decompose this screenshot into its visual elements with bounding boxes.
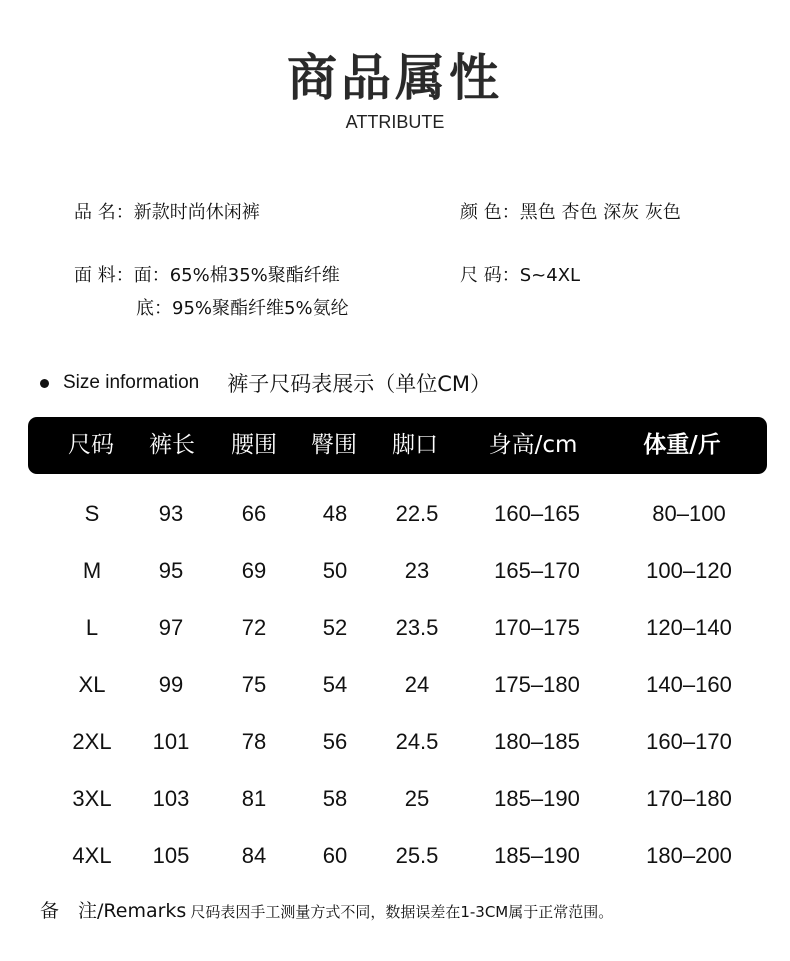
table-cell: 140–160 [646,672,732,697]
table-cell: M [82,558,102,583]
table-cell: 170–175 [494,615,580,640]
attr-fabric-value-2: 底：95%聚酯纤维5%氨纶 [136,298,349,319]
table-cell: XL [78,672,106,697]
table-cell: 54 [322,672,348,697]
table-cell: 2XL [72,729,112,754]
table-cell: L [85,615,99,640]
table-cell: 105 [152,843,190,868]
table-cell: 170–180 [646,786,732,811]
page-title: 商品属性 [287,49,503,107]
header-cell: 裤长 [149,432,195,458]
attr-fabric [74,261,340,287]
size-info-heading [40,368,491,398]
attr-fabric-line-2 [136,294,349,320]
remark-text: 尺码表因手工测量方式不同，数据误差在1-3CM属于正常范围。 [190,903,614,921]
table-cell: 160–165 [494,501,580,526]
table-cell: 72 [241,615,267,640]
header-cell: 腰围 [231,432,277,458]
table-cell: 56 [322,729,348,754]
table-cell: 175–180 [494,672,580,697]
page-subtitle: ATTRIBUTE [345,112,445,132]
attr-name [74,198,260,224]
table-cell: 81 [241,786,267,811]
table-cell: 23 [404,558,430,583]
table-cell: 95 [158,558,184,583]
remark [40,896,613,923]
header-cell: 身高/cm [488,432,578,458]
table-cell: 23.5 [395,615,439,640]
table-row [0,665,790,705]
remark-label: 备 注/Remarks [40,900,187,922]
attr-size-label: 尺 码： [460,265,520,286]
table-row [0,722,790,762]
table-cell: 78 [241,729,267,754]
size-table-header [28,417,767,474]
table-cell: S [84,501,100,526]
table-cell: 100–120 [646,558,732,583]
table-cell: 50 [322,558,348,583]
table-cell: 58 [322,786,348,811]
table-cell: 22.5 [395,501,439,526]
table-cell: 180–185 [494,729,580,754]
table-cell: 24.5 [395,729,439,754]
table-cell: 185–190 [494,843,580,868]
table-cell: 60 [322,843,348,868]
attr-fabric-label: 面 料： [74,265,134,286]
table-cell: 99 [158,672,184,697]
attr-color [460,198,681,224]
header-cell: 尺码 [68,432,114,458]
table-cell: 180–200 [646,843,732,868]
table-cell: 93 [158,501,184,526]
attr-name-label: 品 名： [74,202,134,223]
table-cell: 120–140 [646,615,732,640]
table-cell: 165–170 [494,558,580,583]
table-row [0,779,790,819]
table-cell: 3XL [72,786,112,811]
table-cell: 97 [158,615,184,640]
table-cell: 66 [241,501,267,526]
table-cell: 69 [241,558,267,583]
table-cell: 84 [241,843,267,868]
bullet-icon [40,379,49,388]
attr-color-value: 黑色 杏色 深灰 灰色 [519,202,681,223]
table-cell: 25 [404,786,430,811]
table-row [0,836,790,876]
size-info-label-cn: 裤子尺码表展示（单位CM） [227,372,492,396]
table-cell: 24 [404,672,430,697]
table-cell: 103 [152,786,190,811]
header-cell: 脚口 [392,432,438,458]
table-cell: 4XL [72,843,112,868]
table-row [0,551,790,591]
table-cell: 160–170 [646,729,732,754]
table-cell: 80–100 [652,501,726,526]
table-cell: 101 [152,729,190,754]
header-cell: 臀围 [311,432,357,458]
size-info-label-en: Size information [63,372,200,393]
attr-size [460,261,580,287]
table-cell: 185–190 [494,786,580,811]
table-cell: 75 [241,672,267,697]
table-row [0,494,790,534]
attr-color-label: 颜 色： [460,202,520,223]
attr-size-value: S~4XL [519,265,581,286]
table-cell: 52 [322,615,348,640]
header-cell: 体重/斤 [643,432,721,458]
attr-fabric-value-1: 面：65%棉35%聚酯纤维 [133,265,340,286]
table-cell: 25.5 [395,843,439,868]
table-row [0,608,790,648]
attr-name-value: 新款时尚休闲裤 [133,202,260,223]
table-cell: 48 [322,501,348,526]
